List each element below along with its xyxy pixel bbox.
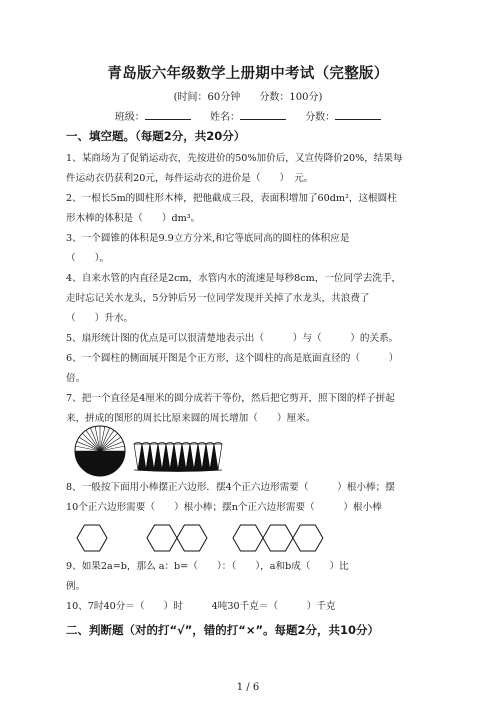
page-number: 1 / 6 [236,682,260,693]
question-line: 9、如果2a=b，那么 a：b=（ ）：（ ），a和b成（ ）比 [66,561,349,572]
score-label: 分数： [305,112,336,123]
circle-lower-half [75,451,125,476]
question-line: 5、扇形统计图的优点是可以很清楚地表示出（ ）与（ ）的关系。 [66,333,399,344]
hexagon-chain-3 [233,525,323,551]
question-4 [66,269,436,329]
question-line: 倍。 [66,373,86,384]
hexagon-chain-2 [147,525,207,551]
question-line: 10、7时40分＝（ ）时 4吨30千克＝（ ）千克 [66,601,336,612]
name-blank [240,109,286,120]
question-8 [66,478,436,518]
page-title: 青岛版六年级数学上册期中考试（完整版） [107,66,389,82]
sector-line [100,433,118,451]
rearranged-strip-figure [132,440,226,474]
hexagon [147,525,177,551]
hexagon [177,525,207,551]
question-5 [66,329,436,349]
name-label: 姓名： [210,112,240,123]
question-line: 4、自来水管的内直径是2cm，水管内水的流速是每秒8cm，一位同学去洗手， [66,273,402,284]
question-line: （ ）。 [66,253,110,264]
section-fill-in-heading: 一、填空题。（每题2分，共20分） [66,129,246,143]
section-judgement-heading: 二、判断题（对的打“√”，错的打“×”。每题2分，共10分） [66,623,380,637]
question-line: 10个正六边形需要（ ）根小棒；摆n个正六边形需要（ ）根小棒 [66,502,382,513]
question-6 [66,349,436,389]
question-line: 1、某商场为了促销运动衣，先按进价的50%加价后，又宣传降价20%，结果每 [66,153,403,164]
question-line: 6、一个圆柱的侧面展开图是个正方形，这个圆柱的高是底面直径的（ ） [66,353,399,364]
hexagon [77,525,107,551]
question-line: 8、一般按下面用小棒摆正六边形．摆4个正六边形需要（ ）根小棒；摆 [66,482,395,493]
question-line: 例。 [66,581,86,592]
question-line: 走时忘记关水龙头，5分钟后另一位同学发现并关掉了水龙头，共浪费了 [66,293,370,304]
question-line: 3、一个圆锥的体积是9.9立方分米,和它等底同高的圆柱的体积应是 [66,233,350,244]
student-info-row [0,108,496,123]
hexagon-chain-1 [77,525,107,551]
time-limit: (时间：60分钟 [173,92,241,103]
class-blank [145,109,191,120]
hexagon [293,525,323,551]
question-line: 件运动衣仍获利20元，每件运动衣的进价是（ ） 元。 [66,173,314,184]
rearranged-strip [134,443,222,472]
question-10 [66,597,436,617]
question-line: 7、把一个直径是4厘米的圆分成若干等份，然后把它剪开，照下图的样子拼起 [66,393,395,404]
question-9 [66,557,436,597]
exam-subtitle [0,88,496,103]
hexagon [233,525,263,551]
question-line: 来，拼成的图形的周长比原来圆的周长增加（ ）厘米。 [66,413,316,424]
question-2 [66,189,436,229]
strip-bottom-edge [134,470,222,472]
hexagon-figures [80,520,380,556]
circle-sectors-figure [73,424,127,478]
circle-sectors [75,426,125,476]
question-line: 2、一根长5m的圆柱形木棒，把他截成三段，表面积增加了60dm²，这根圆柱 [66,193,397,204]
total-score: 分数：100分) [259,92,323,103]
hexagon [263,525,293,551]
question-1 [66,149,436,189]
sector-line [82,433,100,451]
question-line: 形木棒的体积是（ ）dm³。 [66,213,201,224]
score-blank [335,109,381,120]
class-label: 班级： [114,112,145,123]
question-3 [66,229,436,269]
question-line: （ ）升水。 [66,313,134,324]
question-7 [66,389,436,429]
